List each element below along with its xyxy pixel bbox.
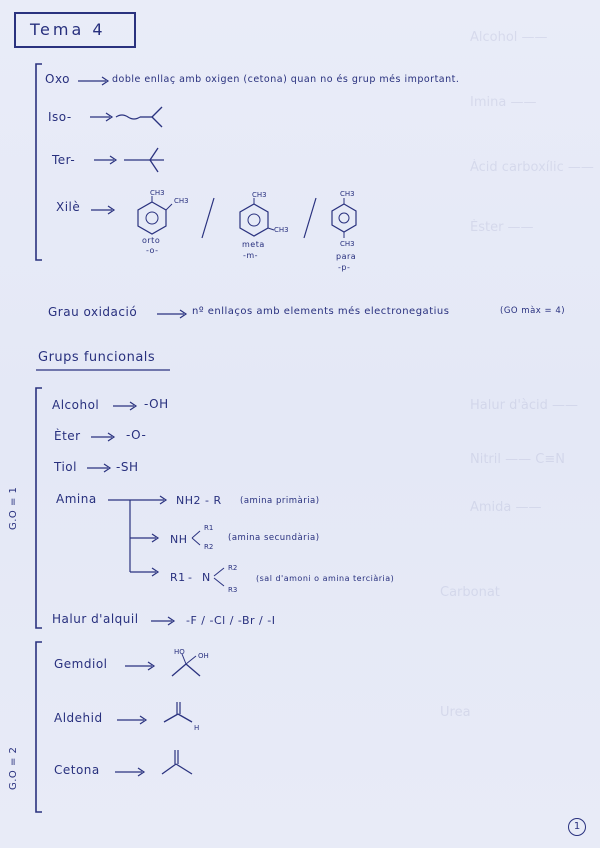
page-number: 1 xyxy=(568,818,586,836)
r1-label: R1 xyxy=(204,524,214,532)
arrow-icon xyxy=(150,616,180,626)
oxo-description: doble enllaç amb oxigen (cetona) quan no és grup més important. xyxy=(112,74,460,85)
oxidation-term: Grau oxidació xyxy=(48,305,138,319)
bleed-through-text: Carbonat xyxy=(440,585,500,600)
para-label: para xyxy=(336,252,357,261)
ortho-label: orto xyxy=(142,236,161,245)
ch3-label: CH3 xyxy=(174,197,189,205)
aldehid-name: Aldehid xyxy=(54,711,103,725)
arrow-icon xyxy=(90,432,120,442)
gemdiol-name: Gemdiol xyxy=(54,657,108,671)
halur-name: Halur d'alquil xyxy=(52,612,139,626)
eter-formula: -O- xyxy=(126,428,147,442)
n-atom: N xyxy=(202,571,211,584)
bleed-through-text: Àcid carboxílic —— xyxy=(470,160,594,175)
bleed-through-text: Èster —— xyxy=(470,220,534,235)
amina-primary-note: (amina primària) xyxy=(240,496,320,506)
ch3-label: CH3 xyxy=(252,191,267,199)
bleed-through-text: Amida —— xyxy=(470,500,542,515)
arrow-icon xyxy=(86,463,116,473)
halur-formula: -F / -Cl / -Br / -I xyxy=(186,614,276,627)
xile-term: Xilè xyxy=(56,200,81,214)
arrow-icon xyxy=(116,715,156,725)
meta-abbr: -m- xyxy=(243,251,259,260)
oxo-term: Oxo xyxy=(45,72,71,86)
bleed-through-text: Urea xyxy=(440,705,471,720)
aldehid-structure xyxy=(160,698,210,738)
alcohol-formula: -OH xyxy=(144,397,169,411)
ho-label: HO xyxy=(174,648,185,656)
r3-label: R3 xyxy=(228,586,238,594)
oxidation-note: (GO màx = 4) xyxy=(500,306,566,316)
tiol-name: Tiol xyxy=(54,460,77,474)
ortho-abbr: -o- xyxy=(146,246,159,255)
bleed-through-text: Alcohol —— xyxy=(470,30,548,45)
dash: - xyxy=(188,571,193,584)
amina-name: Amina xyxy=(56,492,97,506)
bleed-through-text: Imina —— xyxy=(470,95,537,110)
alcohol-name: Alcohol xyxy=(52,398,100,412)
ter-term: Ter- xyxy=(52,153,76,167)
cetona-name: Cetona xyxy=(54,763,100,777)
tiol-formula: -SH xyxy=(116,460,139,474)
ch3-label: CH3 xyxy=(340,240,355,248)
bleed-through-text: Nitril —— C≡N xyxy=(470,452,565,467)
section-heading: Grups funcionals xyxy=(38,350,156,365)
r1-label: R1 xyxy=(170,571,186,584)
amina-primary-formula: NH2 - R xyxy=(176,494,222,507)
para-abbr: -p- xyxy=(338,263,351,272)
h-label: H xyxy=(194,724,200,732)
ch3-label: CH3 xyxy=(340,190,355,198)
arrow-icon xyxy=(124,661,164,671)
eter-name: Èter xyxy=(54,429,81,443)
arrow-icon xyxy=(112,401,142,411)
amina-secondary-formula: NH xyxy=(170,533,188,546)
r2-label: R2 xyxy=(204,543,214,551)
bleed-through-text: Halur d'àcid —— xyxy=(470,398,579,413)
cetona-structure xyxy=(158,746,208,786)
page-title: Tema 4 xyxy=(30,20,106,39)
r2-label: R2 xyxy=(228,564,238,572)
amina-tertiary-note: (sal d'amoni o amina terciària) xyxy=(256,574,395,583)
iso-term: Iso- xyxy=(48,110,72,124)
go2-label: G.O = 2 xyxy=(8,746,19,790)
arrow-icon xyxy=(114,767,154,777)
ch3-label: CH3 xyxy=(150,189,165,197)
oxidation-description: nº enllaços amb elements més electronegatius xyxy=(192,306,450,317)
oh-label: OH xyxy=(198,652,209,660)
ch3-label: CH3 xyxy=(274,226,289,234)
go1-label: G.O = 1 xyxy=(8,486,19,530)
meta-label: meta xyxy=(242,240,265,249)
amina-secondary-note: (amina secundària) xyxy=(228,533,320,543)
